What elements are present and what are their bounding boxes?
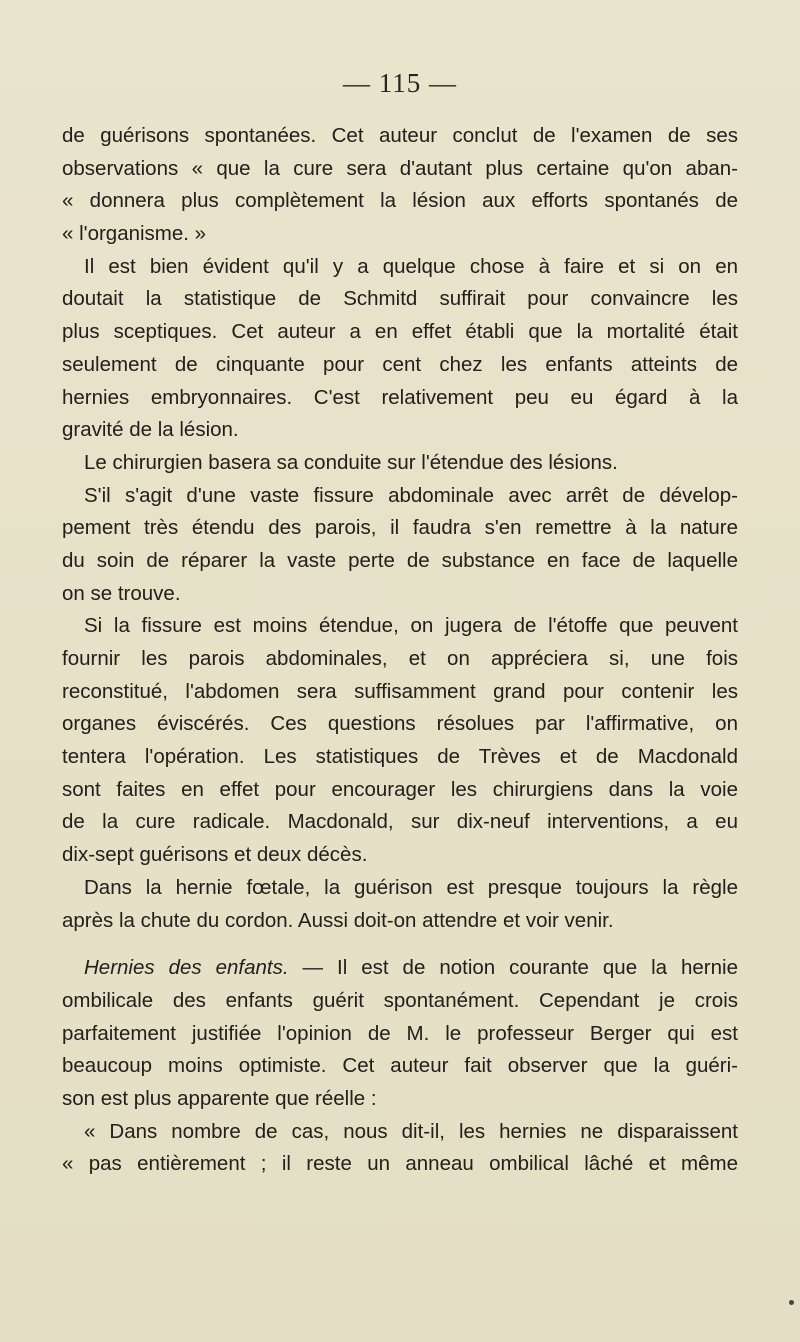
text-line: « l'organisme. » [62,222,207,246]
text-line: on se trouve. [62,581,181,605]
text-line: « pas entièrement ; il reste un anneau ombilical lâché et même [62,1152,738,1176]
page-number: — 115 — [343,68,457,98]
text-line: son est plus apparente que réelle : [62,1086,377,1110]
paragraph [62,447,738,480]
text-line: après la chute du cordon. Aussi doit-on attendre et voir venir. [62,908,614,932]
text-line: « Dans nombre de cas, nous dit-il, les hernies ne disparaissent [84,1119,738,1143]
text-line: dix-sept guérisons et deux décès. [62,843,368,867]
paragraph [62,1116,738,1181]
text-line: Si la fissure est moins étendue, on jugera de l'étoffe que peuvent [84,614,738,638]
text-line: seulement de cinquante pour cent chez les enfants atteints de [62,352,738,376]
body-text [62,120,738,1181]
text-line: ombilicale des enfants guérit spontanément. Cependant je crois [62,988,738,1012]
paragraph [62,952,738,1115]
print-speck [789,1300,794,1305]
text-line: fournir les parois abdominales, et on appréciera si, une fois [62,647,738,670]
text-line: doutait la statistique de Schmitd suffirait pour convaincre les [62,287,738,311]
text-line: S'il s'agit d'une vaste fissure abdominale avec arrêt de dévelop- [84,483,738,507]
text-line: Il est bien évident qu'il y a quelque chose à faire et si on en [84,254,738,278]
paragraph [62,872,738,937]
text-line: « donnera plus complètement la lésion aux efforts spontanés de [62,189,738,213]
paragraph [62,610,738,872]
text-line: Dans la hernie fœtale, la guérison est presque toujours la règle [84,875,738,899]
text-line: tentera l'opération. Les statistiques de Trèves et de Macdonald [62,745,738,769]
text-line: du soin de réparer la vaste perte de substance en face de laquelle [62,548,738,572]
text-line: pement très étendu des parois, il faudra s'en remettre à la nature [62,516,738,540]
text-line: sont faites en effet pour encourager les chirurgiens dans la voie [62,777,738,801]
text-line: parfaitement justifiée l'opinion de M. le professeur Berger qui est [62,1021,738,1045]
paragraph [62,120,738,251]
text-line: de guérisons spontanées. Cet auteur conclut de l'examen de ses [62,124,738,147]
text-line: plus sceptiques. Cet auteur a en effet établi que la mortalité était [62,320,738,344]
text-line: organes éviscérés. Ces questions résolues par l'affirmative, on [62,712,738,736]
text-line: reconstitué, l'abdomen sera suffisamment grand pour contenir les [62,679,738,703]
section-heading: Hernies des enfants. [84,956,289,980]
text-line: observations « que la cure sera d'autant plus certaine qu'on aban- [62,156,738,180]
text-line [62,952,738,985]
text-line: beaucoup moins optimiste. Cet auteur fait observer que la guéri- [62,1054,738,1078]
paragraph [62,480,738,611]
text-line: Le chirurgien basera sa conduite sur l'étendue des lésions. [84,450,618,474]
text-line: gravité de la lésion. [62,418,239,442]
text-fragment: — Il est de notion courante que la hernie [288,956,738,980]
text-line: hernies embryonnaires. C'est relativement peu eu égard à la [62,385,738,409]
paragraph [62,251,738,447]
text-line: de la cure radicale. Macdonald, sur dix-neuf interventions, a eu [62,810,738,834]
section-gap [62,937,738,952]
